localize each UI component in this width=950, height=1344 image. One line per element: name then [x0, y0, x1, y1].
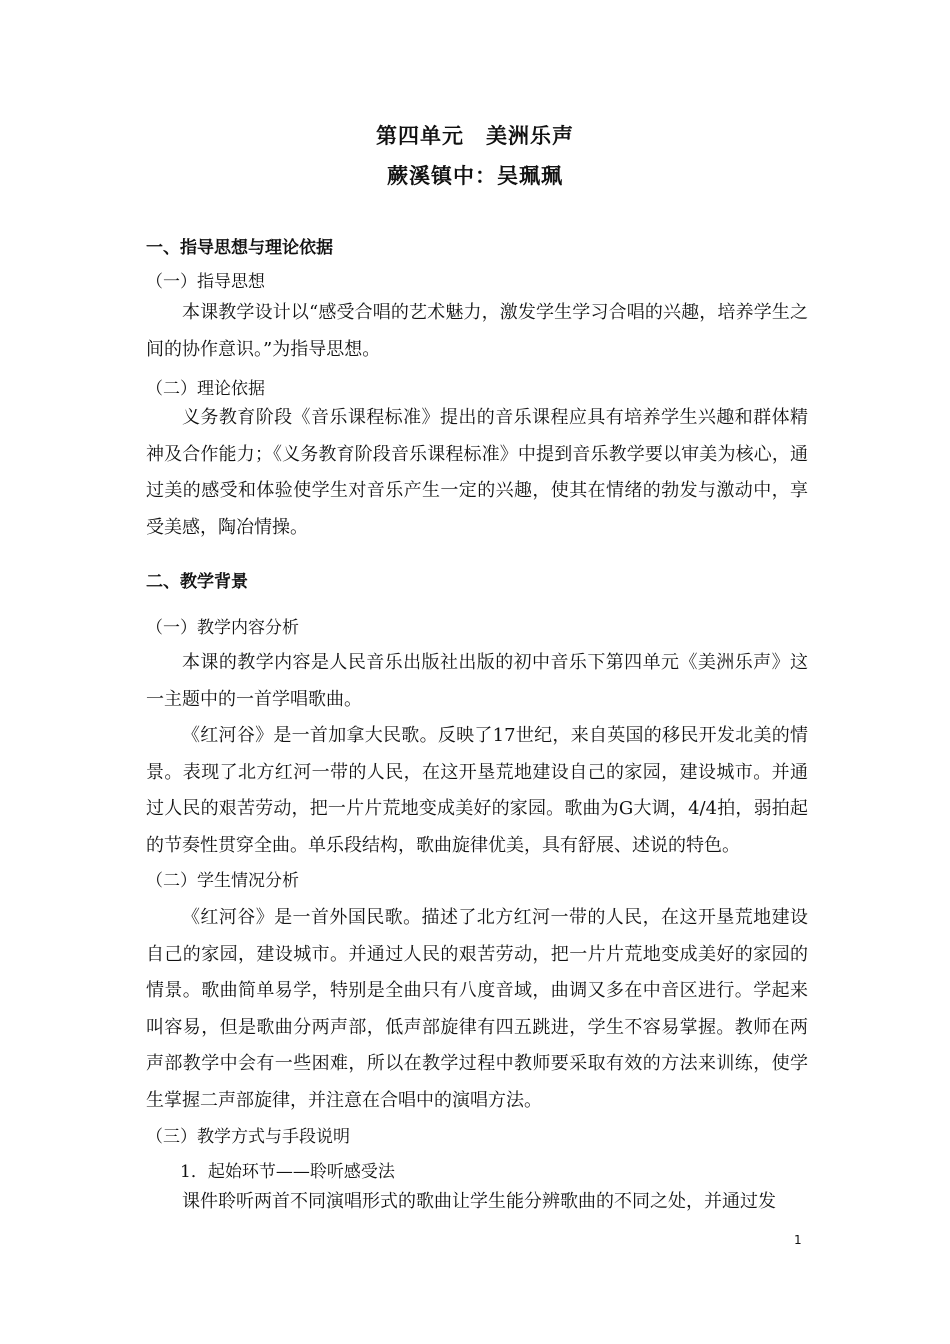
paragraph-guiding-ideas: 本课教学设计以“感受合唱的艺术魅力，激发学生学习合唱的兴趣，培养学生之间的协作意识。”为指导思想。 — [146, 302, 808, 360]
section-heading-1: 一、指导思想与理论依据 — [146, 238, 333, 258]
paragraph-methods-1: 课件聆听两首不同演唱形式的歌曲让学生能分辨歌曲的不同之处，并通过发 — [182, 1191, 776, 1212]
page-number: 1 — [794, 1233, 802, 1247]
subsection-heading-methods: （三）教学方式与手段说明 — [146, 1127, 350, 1147]
subsection-heading-content-analysis: （一）教学内容分析 — [146, 618, 299, 638]
paragraph-theory: 义务教育阶段《音乐课程标准》提出的音乐课程应具有培养学生兴趣和群体精神及合作能力；《义务教育阶段音乐课程标准》中提到音乐教学要以审美为核心，通过美的感受和体验使学生对音乐产生一定的兴趣，使其在情绪的勃发与激动中，享受美感，陶冶情操。 — [146, 407, 808, 538]
subsection-heading-guiding-ideas: （一）指导思想 — [146, 272, 265, 292]
author-line: 蕨溪镇中：吴珮珮 — [387, 164, 563, 188]
subsection-heading-student-analysis: （二）学生情况分析 — [146, 871, 299, 891]
section-heading-2: 二、教学背景 — [146, 572, 248, 592]
paragraph-content-2: 《红河谷》是一首加拿大民歌。反映了17世纪，来自英国的移民开发北美的情景。表现了北方红河一带的人民，在这开垦荒地建设自己的家园，建设城市。并通过人民的艰苦劳动，把一片片荒地变成美好的家园。歌曲为G大调，4/4拍，弱拍起的节奏性贯穿全曲。单乐段结构，歌曲旋律优美，具有舒展、述说的特色。 — [146, 725, 808, 856]
page-title: 第四单元 美洲乐声 — [376, 124, 574, 148]
paragraph-student-analysis: 《红河谷》是一首外国民歌。描述了北方红河一带的人民，在这开垦荒地建设自己的家园，建设城市。并通过人民的艰苦劳动，把一片片荒地变成美好的家园的情景。歌曲简单易学，特别是全曲只有八度音域，曲调又多在中音区进行。学起来叫容易，但是歌曲分两声部，低声部旋律有四五跳进，学生不容易掌握。教师在两声部教学中会有一些困难，所以在教学过程中教师要采取有效的方法来训练，使学生掌握二声部旋律，并注意在合唱中的演唱方法。 — [146, 907, 808, 1111]
paragraph-content-1: 本课的教学内容是人民音乐出版社出版的初中音乐下第四单元《美洲乐声》这一主题中的一首学唱歌曲。 — [146, 652, 808, 710]
subsection-heading-theory: （二）理论依据 — [146, 379, 265, 399]
list-item-heading-1: 1．起始环节——聆听感受法 — [180, 1162, 395, 1182]
